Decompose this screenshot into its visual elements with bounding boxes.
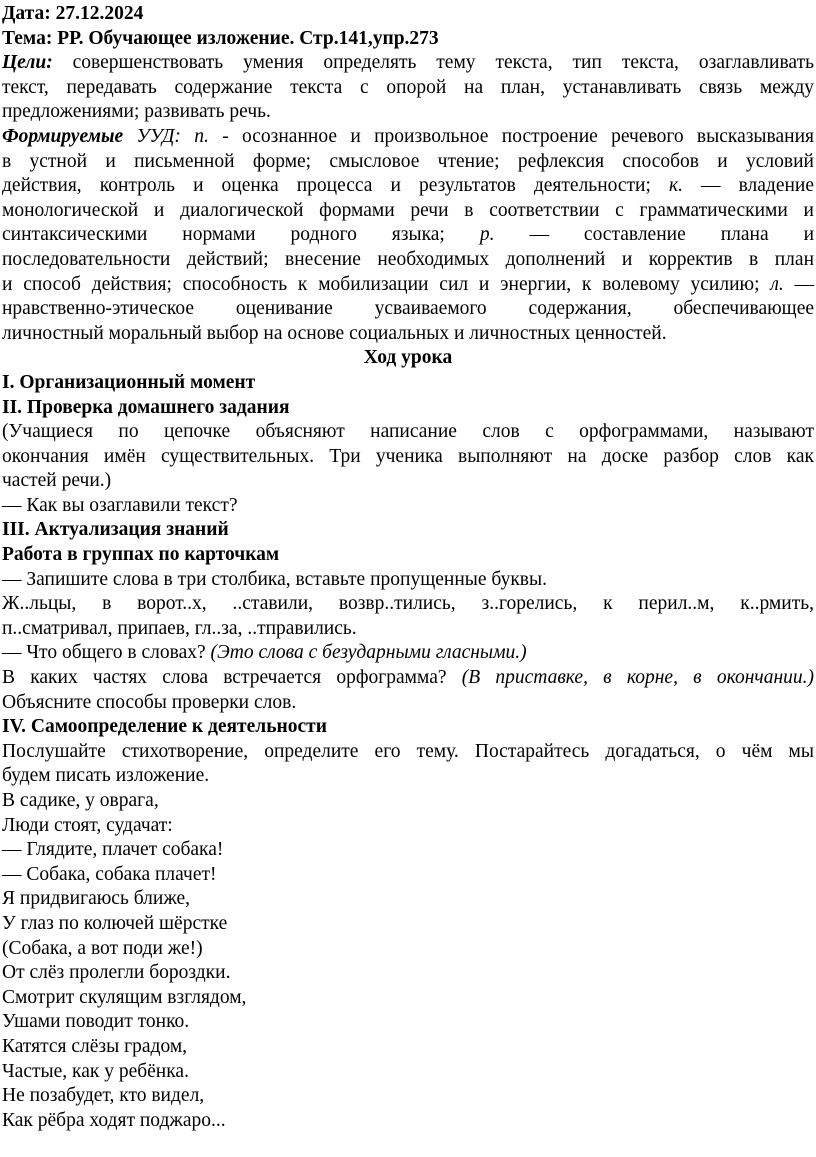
uud-line-8: нравственно-этическое оценивание усваиваемого содержания, обеспечивающее: [2, 298, 814, 320]
poem: [2, 789, 814, 1133]
date-value: 27.12.2024: [55, 3, 144, 24]
section-2-heading: II. Проверка домашнего задания: [2, 396, 290, 418]
date-label: Дата:: [2, 3, 51, 24]
poem-line: Люди стоят, судачат:: [2, 814, 173, 836]
uud-label-bold: Формируемые: [2, 125, 124, 147]
uud-k-label: к.: [668, 175, 683, 197]
uud-text-3: действия, контроль и оценка процесса и результатов деятельности;: [2, 175, 651, 197]
uud-line-3: [2, 174, 814, 199]
topic-label: Тема:: [2, 27, 53, 49]
uud-r-label: р.: [479, 224, 495, 246]
section-2-question: — Как вы озаглавили текст?: [2, 494, 238, 516]
section-1-heading: I. Организационный момент: [2, 371, 256, 393]
poem-line: — Глядите, плачет собака!: [2, 839, 224, 861]
poem-line: От слёз пролегли бороздки.: [2, 962, 231, 984]
date-line: [2, 2, 814, 27]
uud-line-9: личностный моральный выбор на основе социальных и личностных ценностей.: [2, 322, 667, 344]
section-3-words-2: п..сматривал, припаев, гл..за, ..тправились.: [2, 617, 357, 639]
goals-label: Цели:: [2, 52, 53, 74]
poem-line: Не позабудет, кто видел,: [2, 1085, 205, 1107]
answer-1: (Это слова с безударными гласными.): [210, 642, 527, 664]
lesson-heading: Ход урока: [363, 347, 453, 369]
poem-line: Ушами поводит тонко.: [2, 1011, 190, 1033]
poem-line: В садике, у оврага,: [2, 790, 159, 811]
uud-line-2: в устной и письменной форме; смысловое чтение; рефлексия способов и условий: [2, 150, 814, 172]
goals-text-1: совершенствовать умения определять тему текста, тип текста, озаглавливать: [72, 52, 814, 74]
uud-r-text: — составление плана и: [529, 224, 815, 246]
section-4-heading: IV. Самоопределение к деятельности: [2, 716, 327, 738]
uud-text-1: - осознанное и произвольное построение речевого высказывания: [222, 125, 814, 147]
uud-k-text: — владение: [701, 175, 815, 197]
section-3-task: — Запишите слова в три столбика, вставьте пропущенные буквы.: [2, 568, 547, 590]
topic-value: РР. Обучающее изложение. Стр.141,упр.273: [57, 27, 439, 49]
uud-text-7: и способ действия; способность к мобилизации сил и энергии, к волевому усилию;: [2, 273, 760, 295]
answer-2: (В приставке, в корне, в окончании.): [461, 667, 814, 689]
section-3-question-2: В каких частях слова встречается орфограмма? (В приставке, в корне, в окончании.): [2, 667, 814, 689]
poem-line: Смотрит скулящим взглядом,: [2, 986, 247, 1008]
section-4-line-2: будем писать изложение.: [2, 765, 210, 787]
poem-line: У глаз по колючей шёрстке: [2, 912, 228, 934]
uud-text-5: синтаксическими нормами родного языка;: [2, 224, 445, 246]
poem-line: Я придвигаюсь ближе,: [2, 888, 191, 910]
poem-line: Катятся слёзы градом,: [2, 1035, 188, 1057]
section-3-words-1: Ж..льцы, в ворот..х, ..ставили, возвр..тились, з..горелись, к перил..м, к..рмить,: [2, 593, 814, 615]
uud-l-label: л.: [770, 273, 784, 295]
uud-line-7: [2, 273, 814, 298]
uud-line-4: монологической и диалогической формами речи в соответствии с грамматическими и: [2, 199, 814, 221]
uud-line-6: последовательности действий; внесение необходимых дополнений и корректив в план: [2, 248, 814, 270]
section-3-subheading: Работа в группах по карточкам: [2, 544, 280, 566]
section-2-line-3: частей речи.): [2, 470, 112, 492]
poem-line: Частые, как у ребёнка.: [2, 1060, 189, 1082]
uud-line-1: [2, 125, 814, 150]
section-3-question-1: — Что общего в словах? (Это слова с безударными гласными.): [2, 642, 527, 664]
section-4-line-1: Послушайте стихотворение, определите его тему. Постарайтесь догадаться, о чём мы: [2, 740, 814, 762]
section-3-heading: III. Актуализация знаний: [2, 519, 229, 541]
goals-line-1: [2, 51, 814, 76]
section-2-line-1: (Учащиеся по цепочке объясняют написание слов с орфограммами, называют: [2, 421, 814, 443]
topic-line: [2, 27, 814, 52]
goals-line-2: текст, передавать содержание текста с опорой на план, устанавливать связь между: [2, 76, 814, 98]
poem-line: (Собака, а вот поди же!): [2, 937, 203, 959]
uud-l-text: —: [794, 273, 815, 295]
poem-line: — Собака, собака плачет!: [2, 863, 217, 885]
uud-line-5: [2, 223, 814, 248]
uud-label-italic: УУД: п.: [136, 125, 209, 147]
goals-line-3: предложениями; развивать речь.: [2, 101, 271, 123]
section-2-line-2: окончания имён существительных. Три ученика выполняют на доске разбор слов как: [2, 445, 814, 467]
section-3-question-3: Объясните способы проверки слов.: [2, 691, 297, 713]
poem-line: Как рёбра ходят поджаро...: [2, 1109, 226, 1131]
